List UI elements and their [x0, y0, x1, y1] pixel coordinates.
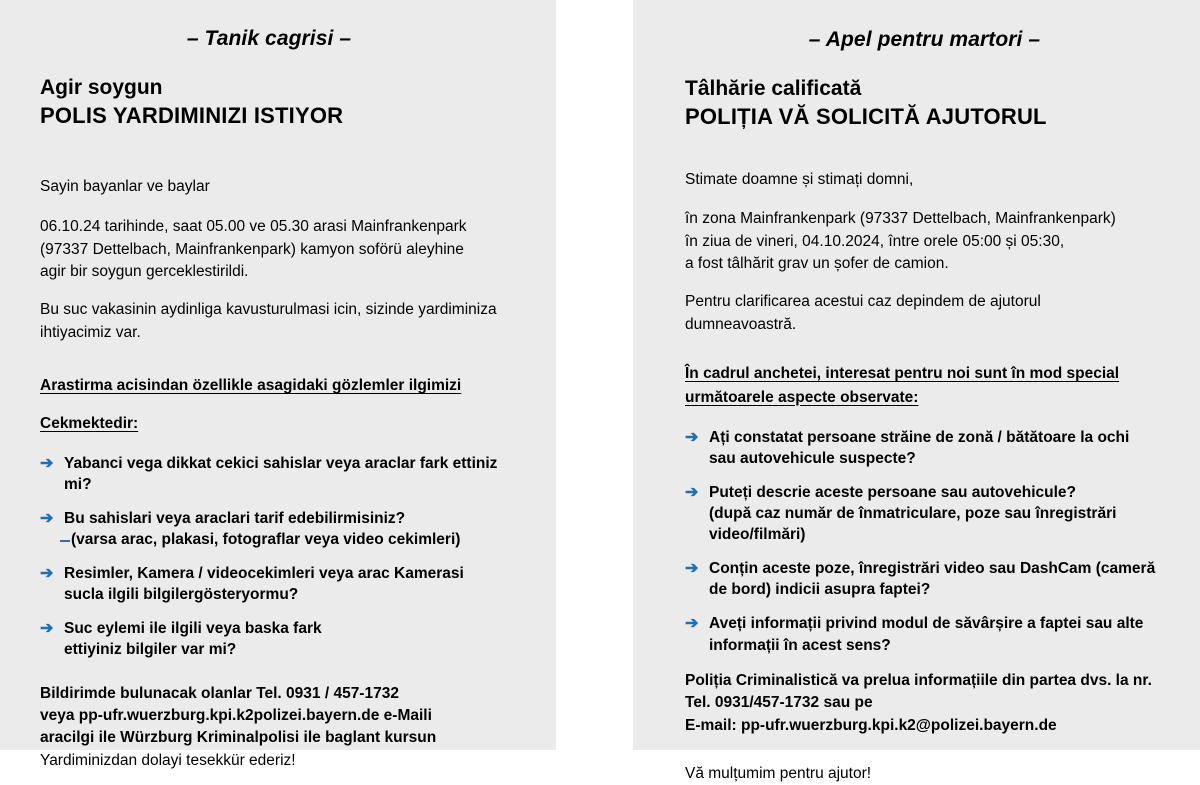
stray-underline-artifact: [60, 540, 70, 542]
right-closing-thanks: Vă mulțumim pentru ajutor!: [685, 765, 872, 783]
right-contact-agency: Poliția Criminalistică va prelua informațiile din partea dvs. la nr.: [685, 671, 1152, 689]
left-spacer: [40, 130, 532, 176]
right-question-item: [685, 558, 1186, 600]
arrow-bullet-icon: ➔: [40, 454, 54, 472]
right-paragraph-appeal: [685, 291, 1186, 336]
left-document-title: – Tanik cagrisi –: [186, 27, 352, 50]
right-question-list: [685, 427, 1186, 656]
right-contact-phone: Tel. 0931/457-1732 sau pe: [685, 694, 873, 712]
right-question-line2: informații în acest sens?: [709, 636, 891, 654]
right-question-line2: de bord) indicii asupra faptei?: [709, 581, 931, 599]
right-paragraph-appeal-line: Pentru clarificarea acestui caz depindem de ajutorul: [685, 293, 1041, 311]
arrow-bullet-icon: ➔: [685, 560, 699, 578]
right-heading-offense: Tâlhărie calificată: [685, 77, 862, 100]
left-heading-appeal: POLIS YARDIMINIZI ISTIYOR: [40, 102, 344, 128]
right-heading-block: [685, 76, 1186, 131]
right-question-item: [685, 613, 1186, 655]
left-paragraph-appeal: [40, 299, 532, 344]
left-question-line2-wrapper: [60, 529, 532, 550]
arrow-bullet-icon: ➔: [685, 484, 699, 502]
left-paragraph-appeal-line: ihtiyacimiz var.: [40, 323, 141, 341]
right-question-line2: sau autovehicule suspecte?: [709, 449, 916, 467]
left-salutation: Sayin bayanlar ve baylar: [40, 177, 210, 195]
left-question-line2: (varsa arac, plakasi, fotograflar veya video cekimleri): [71, 531, 461, 549]
left-question-item: [40, 453, 532, 495]
arrow-bullet-icon: ➔: [685, 428, 699, 446]
left-paragraph-incident: [40, 216, 532, 283]
arrow-bullet-icon: ➔: [40, 510, 54, 528]
right-paragraph-incident-line: în zona Mainfrankenpark (97337 Dettelbach, Mainfrankenpark): [685, 210, 1116, 228]
left-contact-block: [40, 683, 532, 750]
left-question-line1: Bu sahislari veya araclari tarif edebilirmisiniz?: [64, 510, 406, 528]
arrow-bullet-icon: ➔: [685, 615, 699, 633]
left-question-line1: Suc eylemi ile ilgili veya baska fark: [64, 620, 322, 638]
arrow-bullet-icon: ➔: [40, 620, 54, 638]
right-questions-heading-line1: În cadrul anchetei, interesat pentru noi sunt în mod special: [685, 365, 1120, 383]
left-contact-agency: aracilgi ile Würzburg Kriminalpolisi ile baglant kursun: [40, 729, 437, 747]
right-paragraph-incident: [685, 208, 1186, 275]
right-paragraph-incident-line: în ziua de vineri, 04.10.2024, între orele 05:00 și 05:30,: [685, 232, 1065, 250]
left-question-item: [40, 563, 532, 605]
left-heading-block: [40, 75, 532, 130]
left-question-list: [40, 453, 532, 661]
right-question-item: [685, 482, 1186, 545]
left-questions-heading-line2: Cekmektedir:: [40, 414, 139, 432]
right-spacer-2: [685, 336, 1186, 362]
right-question-item: [685, 427, 1186, 469]
left-questions-heading-line1: Arastirma acisindan özellikle asagidaki gözlemler ilgimizi: [40, 377, 462, 395]
right-contact-email: E-mail: pp-ufr.wuerzburg.kpi.k2@polizei.bayern.de: [685, 716, 1057, 734]
left-question-line2: mi?: [64, 475, 92, 493]
left-closing-thanks: Yardiminizdan dolayi tesekkür ederiz!: [40, 751, 296, 769]
right-salutation: Stimate doamne și stimați domni,: [685, 170, 914, 188]
left-question-line1: Resimler, Kamera / videocekimleri veya arac Kamerasi: [64, 565, 464, 583]
right-contact-block: [685, 670, 1186, 737]
left-paragraph-incident-line: (97337 Dettelbach, Mainfrankenpark) kamyon soförü aleyhine: [40, 240, 464, 258]
left-paragraph-incident-line: 06.10.24 tarihinde, saat 05.00 ve 05.30 arasi Mainfrankenpark: [40, 218, 467, 236]
right-question-line1: Puteți descrie aceste persoane sau autovehicule?: [709, 484, 1076, 502]
left-paragraph-incident-line: agir bir soygun gerceklestirildi.: [40, 263, 249, 280]
right-question-line1: Aveți informații privind modul de săvârșire a faptei sau alte: [709, 615, 1144, 633]
left-language-panel: [0, 0, 556, 769]
right-document-title: – Apel pentru martori –: [808, 28, 1041, 51]
right-paragraph-incident-line: a fost tâlhărit grav un șofer de camion.: [685, 255, 949, 272]
right-question-line1: Conțin aceste poze, înregistrări video sau DashCam (cameră: [709, 560, 1156, 578]
right-language-panel: [633, 0, 1200, 783]
left-heading-offense: Agir soygun: [40, 76, 163, 99]
left-paragraph-appeal-line: Bu suc vakasinin aydinliga kavusturulmasi icin, sizinde yardiminiza: [40, 301, 497, 319]
left-question-item: [40, 618, 532, 660]
right-spacer: [685, 131, 1186, 169]
arrow-bullet-icon: ➔: [40, 565, 54, 583]
left-contact-phone: Bildirimde bulunacak olanlar Tel. 0931 / 457-1732: [40, 684, 399, 702]
right-paragraph-appeal-line: dumneavoastră.: [685, 315, 797, 333]
right-questions-heading-line2: următoarele aspecte observate:: [685, 388, 919, 406]
right-question-line2: (după caz număr de înmatriculare, poze sau înregistrări: [709, 505, 1117, 523]
left-question-line1: Yabanci vega dikkat cekici sahislar veya araclar fark ettiniz: [64, 454, 498, 472]
left-spacer-2: [40, 344, 532, 374]
right-heading-appeal: POLIȚIA VĂ SOLICITĂ AJUTORUL: [685, 103, 1047, 129]
left-question-line2: sucla ilgili bilgilergösteryormu?: [64, 586, 299, 604]
right-question-line1: Ați constatat persoane străine de zonă / bătătoare la ochi: [709, 428, 1130, 446]
left-question-line2: ettiyiniz bilgiler var mi?: [64, 641, 237, 659]
left-question-item: [40, 508, 532, 550]
right-question-line3: video/filmări): [709, 526, 806, 544]
left-contact-email: veya pp-ufr.wuerzburg.kpi.k2polizei.bayern.de e-Maili: [40, 707, 432, 724]
